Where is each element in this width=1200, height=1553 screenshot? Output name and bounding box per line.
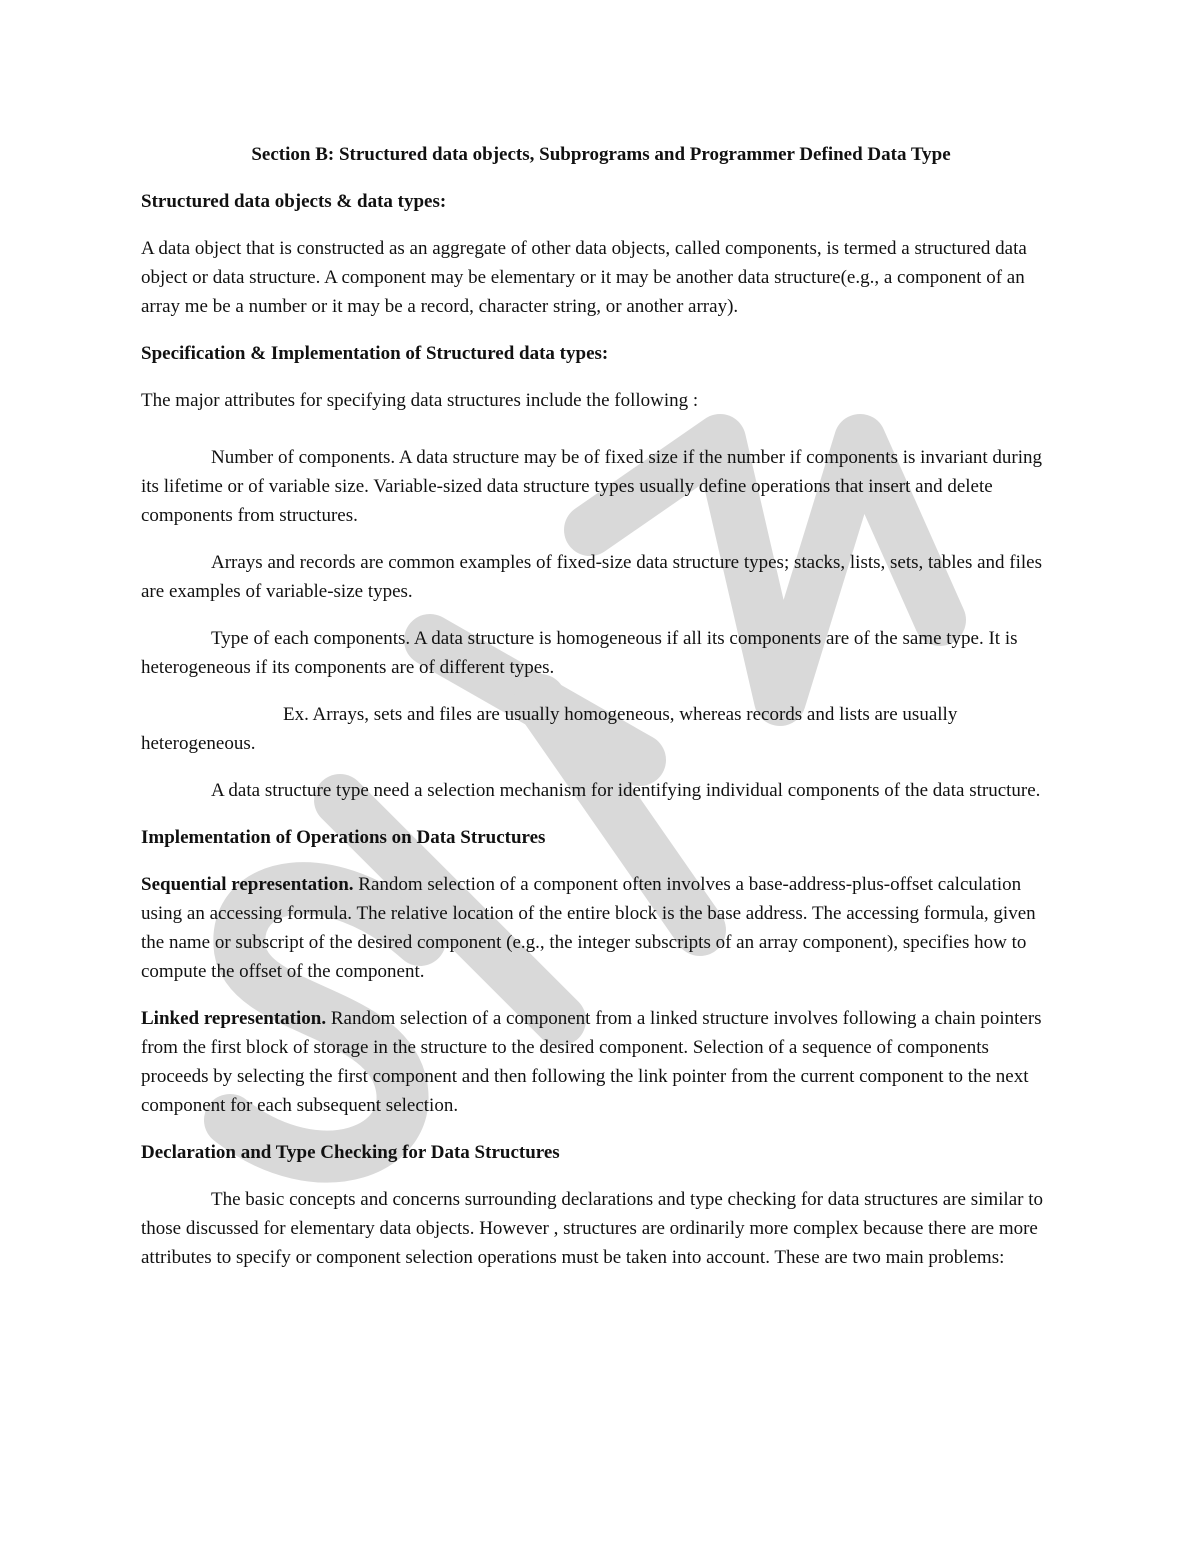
document-page bbox=[141, 140, 1061, 1290]
paragraph-number-of-components: Number of components. A data structure may be of fixed size if the number if components is invariant during its lifetime or of variable size. Variable-sized data structure types usually define operations that insert and delete components from structures. bbox=[141, 447, 1043, 526]
sequential-representation-body: Random selection of a component often involves a base-address-plus-offset calculation using an accessing formula. The relative location of the entire block is the base address. The accessing formula, given the name or subscript of the desired component (e.g., the integer subscripts of an array component), specifies how to compute the offset of the component. bbox=[141, 874, 1036, 982]
linked-representation-lead: Linked representation. bbox=[141, 1008, 327, 1029]
paragraph-type-of-components: Type of each components. A data structure is homogeneous if all its components are of the same type. It is heterogeneous if its components are of different types. bbox=[141, 628, 1018, 678]
document-title: Section B: Structured data objects, Subprograms and Programmer Defined Data Type bbox=[251, 144, 951, 165]
paragraph-selection-mechanism: A data structure type need a selection mechanism for identifying individual components of the data structure. bbox=[211, 780, 1041, 801]
paragraph-sequential-representation bbox=[141, 870, 1061, 986]
heading-specification-implementation: Specification & Implementation of Structured data types: bbox=[141, 343, 609, 364]
heading-structured-data-objects: Structured data objects & data types: bbox=[141, 191, 447, 212]
linked-representation-body: Random selection of a component from a linked structure involves following a chain pointers from the first block of storage in the structure to the desired component. Selection of a sequence of components proceeds by selecting the first component and then following the link pointer from the current component to the next component for each subsequent selection. bbox=[141, 1008, 1042, 1116]
paragraph-attributes-intro: The major attributes for specifying data structures include the following : bbox=[141, 390, 699, 411]
paragraph-fixed-variable-examples: Arrays and records are common examples of fixed-size data structure types; stacks, lists, sets, tables and files are examples of variable-size types. bbox=[141, 552, 1042, 602]
sequential-representation-lead: Sequential representation. bbox=[141, 874, 354, 895]
paragraph-linked-representation bbox=[141, 1004, 1061, 1120]
paragraph-declaration-concerns: The basic concepts and concerns surrounding declarations and type checking for data structures are similar to those discussed for elementary data objects. However , structures are ordinarily more complex because there are more attributes to specify or component selection operations must be taken into account. These are two main problems: bbox=[141, 1189, 1044, 1268]
paragraph-homogeneous-example: Ex. Arrays, sets and files are usually homogeneous, whereas records and lists are usually heterogeneous. bbox=[141, 704, 958, 754]
heading-declaration-type-checking: Declaration and Type Checking for Data Structures bbox=[141, 1142, 560, 1163]
paragraph-definition: A data object that is constructed as an aggregate of other data objects, called components, is termed a structured data object or data structure. A component may be elementary or it may be another data structure(e.g., a component of an array me be a number or it may be a record, character string, or another array). bbox=[141, 238, 1027, 317]
heading-implementation-operations: Implementation of Operations on Data Structures bbox=[141, 827, 546, 848]
